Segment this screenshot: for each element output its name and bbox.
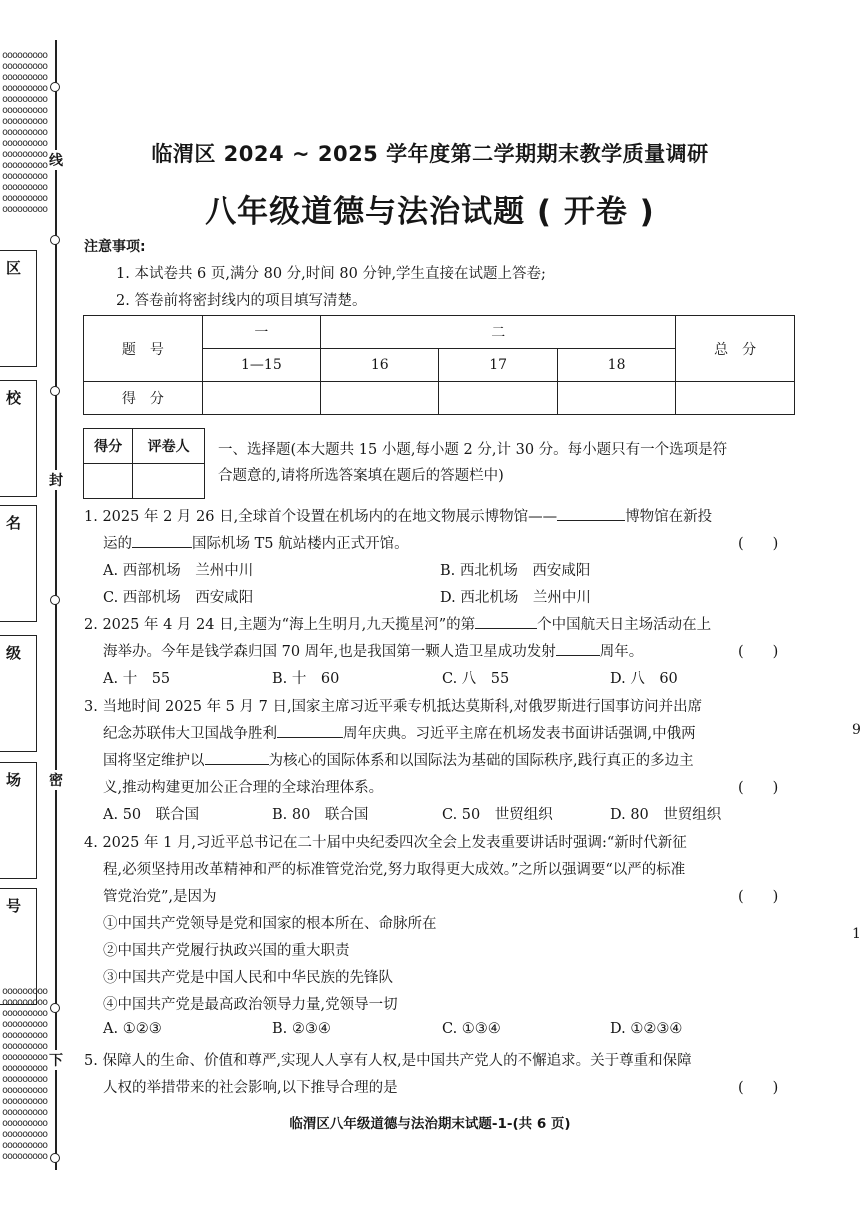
page-footer: 临渭区八年级道德与法治期末试题-1-(共 6 页) [289,1116,571,1132]
field-seat-number[interactable] [0,888,37,1005]
field-label: 号 [6,897,22,915]
field-label: 区 [6,259,22,277]
option-c: C. 西部机场 西安咸阳 [103,590,254,606]
score-col: 18 [557,349,675,382]
seal-circle [50,595,60,605]
option-b: B. 十 60 [272,671,340,687]
field-district[interactable] [0,250,37,367]
grader-score-label: 得分 [84,429,133,464]
score-table-header: 题 号 [84,316,203,382]
score-row-label: 得 分 [84,382,203,415]
seal-circle [50,1003,60,1013]
section-heading: 一、选择题(本大题共 15 小题,每小题 2 分,计 30 分。每小题只有一个选项是符 [218,442,728,458]
score-cell[interactable] [321,382,439,415]
grader-name-label: 评卷人 [133,429,205,464]
score-col: 16 [321,349,439,382]
answer-paren[interactable]: ( ) [738,780,779,796]
section-heading: 合题意的,请将所选答案填在题后的答题栏中) [218,468,504,484]
option-a: A. 十 55 [103,671,171,687]
question-4-line: 4. 2025 年 1 月,习近平总书记在二十届中央纪委四次全会上发表重要讲话时强调:“新时代新征 [84,835,687,851]
question-1-line: 1. 2025 年 2 月 26 日,全球首个设置在机场内的在地文物展示博物馆—— 博物馆在新投 [84,509,713,525]
exam-title: 临渭区 2024 ~ 2025 学年度第二学期期末教学质量调研 [151,142,709,166]
option-b: B. ②③④ [272,1021,331,1037]
binding-dots-bottom: ooooooooo ooooooooo ooooooooo ooooooooo ooooooooo ooooooooo ooooooooo ooooooooo ooooooooo ooooooooo ooooooooo ooooooooo ooooooooo ooooooooo ooooooooo ooooooooo [2,986,48,1162]
edge-fragment: 9 [852,722,861,738]
answer-paren[interactable]: ( ) [738,536,779,552]
seal-circle [50,82,60,92]
score-col: 17 [439,349,557,382]
option-c: C. 50 世贸组织 [442,807,553,823]
field-label: 校 [6,389,22,407]
notice-item: 2. 答卷前将密封线内的项目填写清楚。 [116,293,367,309]
edge-fragment: 1 [852,926,861,942]
question-3-line: 国将坚定维护以 为核心的国际体系和以国际法为基础的国际秩序,践行真正的多边主 [103,753,694,769]
field-name[interactable] [0,505,37,622]
seal-mark-seal: 封 [48,470,64,490]
seal-mark-below: 下 [48,1050,64,1070]
field-label: 场 [6,771,22,789]
answer-paren[interactable]: ( ) [738,1080,779,1096]
question-3-line: 3. 当地时间 2025 年 5 月 7 日,国家主席习近平乘专机抵达莫斯科,对俄罗斯进行国事访问并出席 [84,699,703,715]
statement-1: ①中国共产党领导是党和国家的根本所在、命脉所在 [103,916,437,932]
score-table-total: 总 分 [676,316,795,382]
question-4-line: 程,必须坚持用改革精神和严的标准管党治党,努力取得更大成效。”之所以强调要“以严的标准 [103,862,686,878]
score-cell[interactable] [676,382,795,415]
answer-paren[interactable]: ( ) [738,644,779,660]
statement-4: ④中国共产党是最高政治领导力量,党领导一切 [103,997,398,1013]
option-a: A. 西部机场 兰州中川 [103,563,254,579]
field-label: 名 [6,514,22,532]
question-4-line: 管党治党”,是因为 [103,889,217,905]
option-b: B. 80 联合国 [272,807,369,823]
option-a: A. ①②③ [103,1021,162,1037]
question-5-line: 人权的举措带来的社会影响,以下推导合理的是 [103,1080,398,1096]
notice-item: 1. 本试卷共 6 页,满分 80 分,时间 80 分钟,学生直接在试题上答卷; [116,266,546,282]
question-3-line: 纪念苏联伟大卫国战争胜利 周年庆典。习近平主席在机场发表书面讲话强调,中俄两 [103,726,696,742]
score-table [83,315,795,415]
field-class[interactable] [0,635,37,752]
question-5-line: 5. 保障人的生命、价值和尊严,实现人人享有人权,是中国共产党人的不懈追求。关于尊重和保障 [84,1053,692,1069]
option-a: A. 50 联合国 [103,807,200,823]
question-1-line: 运的 国际机场 T5 航站楼内正式开馆。 [103,536,409,552]
score-cell[interactable] [439,382,557,415]
statement-2: ②中国共产党履行执政兴国的重大职责 [103,943,350,959]
seal-circle [50,1153,60,1163]
question-2-line: 海举办。今年是钱学森归国 70 周年,也是我国第一颗人造卫星成功发射 周年。 [103,644,644,660]
score-table-part1: 一 [202,316,320,349]
seal-circle [50,235,60,245]
grader-score-cell[interactable] [84,464,133,499]
option-d: D. ①②③④ [610,1021,683,1037]
exam-subtitle: 八年级道德与法治试题 ( 开卷 ) [205,194,655,230]
seal-circle [50,386,60,396]
statement-3: ③中国共产党是中国人民和中华民族的先锋队 [103,970,393,986]
option-b: B. 西北机场 西安咸阳 [440,563,591,579]
score-col: 1—15 [202,349,320,382]
score-cell[interactable] [557,382,675,415]
option-d: D. 八 60 [610,671,678,687]
field-exam-room[interactable] [0,762,37,879]
seal-mark-line: 线 [48,150,64,170]
option-d: D. 西北机场 兰州中川 [440,590,591,606]
option-c: C. 八 55 [442,671,510,687]
option-d: D. 80 世贸组织 [610,807,722,823]
notice-heading: 注意事项: [84,239,146,255]
seal-mark-secret: 密 [48,770,64,790]
score-cell[interactable] [202,382,320,415]
question-2-line: 2. 2025 年 4 月 24 日,主题为“海上生明月,九天揽星河”的第 个中国航天日主场活动在上 [84,617,712,633]
binding-dots-top: ooooooooo ooooooooo ooooooooo ooooooooo ooooooooo ooooooooo ooooooooo ooooooooo ooooooooo ooooooooo ooooooooo ooooooooo ooooooooo ooooooooo ooooooooo [2,50,48,215]
field-label: 级 [6,644,22,662]
grader-box [83,428,205,499]
field-school[interactable] [0,380,37,497]
answer-paren[interactable]: ( ) [738,889,779,905]
question-3-line: 义,推动构建更加公正合理的全球治理体系。 [103,780,384,796]
score-table-part2: 二 [321,316,676,349]
option-c: C. ①③④ [442,1021,501,1037]
grader-name-cell[interactable] [133,464,205,499]
